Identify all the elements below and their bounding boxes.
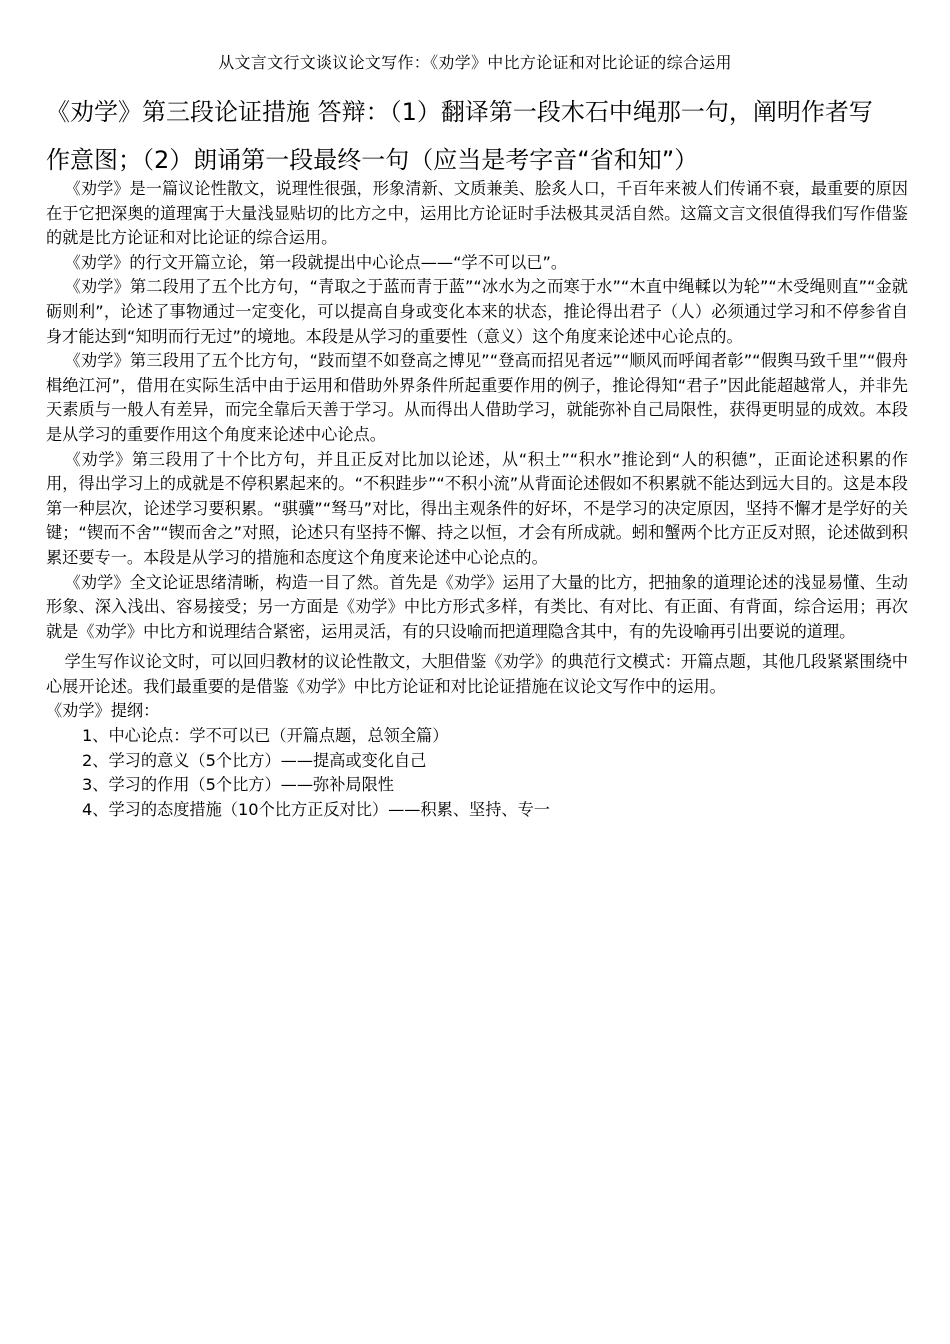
outline-title: 《劝学》提纲： — [46, 701, 160, 721]
paragraph-section-3b: 《劝学》第三段用了十个比方句，并且正反对比加以论述，从“积土”“积水”推论到“人的积德”，正面论述积累的作用，得出学习上的成就是不停积累起来的。“不积跬步”“不积小流”从背面论述假如不积累就不能达到远大目的。这是本段第一种层次，论述学习要积累。“骐骥”“驽马”对比，得出主观条件的好坏，不是学习的决定原因，坚持不懈才是学好的关键；“锲而不舍”“锲而舍之”对照，论述只有坚持不懈、持之以恒，才会有所成就。蚓和蟹两个比方正反对照，论述做到积累还要专一。本段是从学习的措施和态度这个角度来论述中心论点的。 — [46, 449, 908, 567]
outline-item: 4、学习的态度措施（10个比方正反对比）——积累、坚持、专一 — [82, 799, 550, 819]
outline-list — [46, 724, 908, 822]
paragraph-closing: 学生写作议论文时，可以回归教材的议论性散文，大胆借鉴《劝学》的典范行文模式：开篇点题，其他几段紧紧围绕中心展开论述。我们最重要的是借鉴《劝学》中比方论证和对比论证措施在议论文写作中的运用。 — [46, 652, 908, 696]
paragraph-intro: 《劝学》是一篇议论性散文，说理性很强，形象清新、文质兼美、脍炙人口，千百年来被人们传诵不衰，最重要的原因在于它把深奥的道理寓于大量浅显贴切的比方之中，运用比方论证时手法极其灵活自然。这篇文言文很值得我们写作借鉴的就是比方论证和对比论证的综合运用。 — [46, 179, 908, 248]
paragraph-thesis: 《劝学》的行文开篇立论，第一段就提出中心论点——“学不可以已”。 — [64, 252, 568, 272]
outline-item: 3、学习的作用（5个比方）——弥补局限性 — [82, 775, 394, 795]
paragraph-section-2: 《劝学》第二段用了五个比方句，“青取之于蓝而青于蓝”“冰水为之而寒于水”“木直中绳輮以为轮”“木受绳则直”“金就砺则利”，论述了事物通过一定变化，可以提高自身或变化本来的状态，推论得出君子（人）必须通过学习和不停参省自身才能达到“知明而行无过”的境地。本段是从学习的重要性（意义）这个角度来论述中心论点的。 — [46, 277, 908, 346]
outline-item: 1、中心论点：学不可以已（开篇点题，总领全篇） — [82, 726, 449, 746]
outline-item: 2、学习的意义（5个比方）——提高或变化自己 — [82, 750, 427, 770]
heading-line-1: 《劝学》第三段论证措施 答辩：（1）翻译第一段木石中绳那一句，阐明作者写 — [46, 98, 873, 126]
paragraph-section-3a: 《劝学》第三段用了五个比方句，“跂而望不如登高之博见”“登高而招见者远”“顺风而呼闻者彰”“假舆马致千里”“假舟楫绝江河”，借用在实际生活中由于运用和借助外界条件所起重要作用的例子，推论得知“君子”因此能超越常人，并非先天素质与一般人有差异，而完全靠后天善于学习。从而得出人借助学习，就能弥补自己局限性，获得更明显的成效。本段是从学习的重要作用这个角度来论述中心论点。 — [46, 351, 908, 444]
document-body — [46, 177, 908, 822]
running-title: 从文言文行文谈议论文写作：《劝学》中比方论证和对比论证的综合运用 — [218, 53, 732, 72]
paragraph-summary: 《劝学》全文论证思绪清晰，构造一目了然。首先是《劝学》运用了大量的比方，把抽象的道理论述的浅显易懂、生动形象、深入浅出、容易接受；另一方面是《劝学》中比方形式多样，有类比、有对比、有正面、有背面，综合运用；再次就是《劝学》中比方和说理结合紧密，运用灵活，有的只设喻而把道理隐含其中，有的先设喻再引出要说的道理。 — [46, 572, 908, 641]
heading-line-2: 作意图；（2）朗诵第一段最终一句（应当是考字音“省和知”） — [46, 146, 699, 174]
